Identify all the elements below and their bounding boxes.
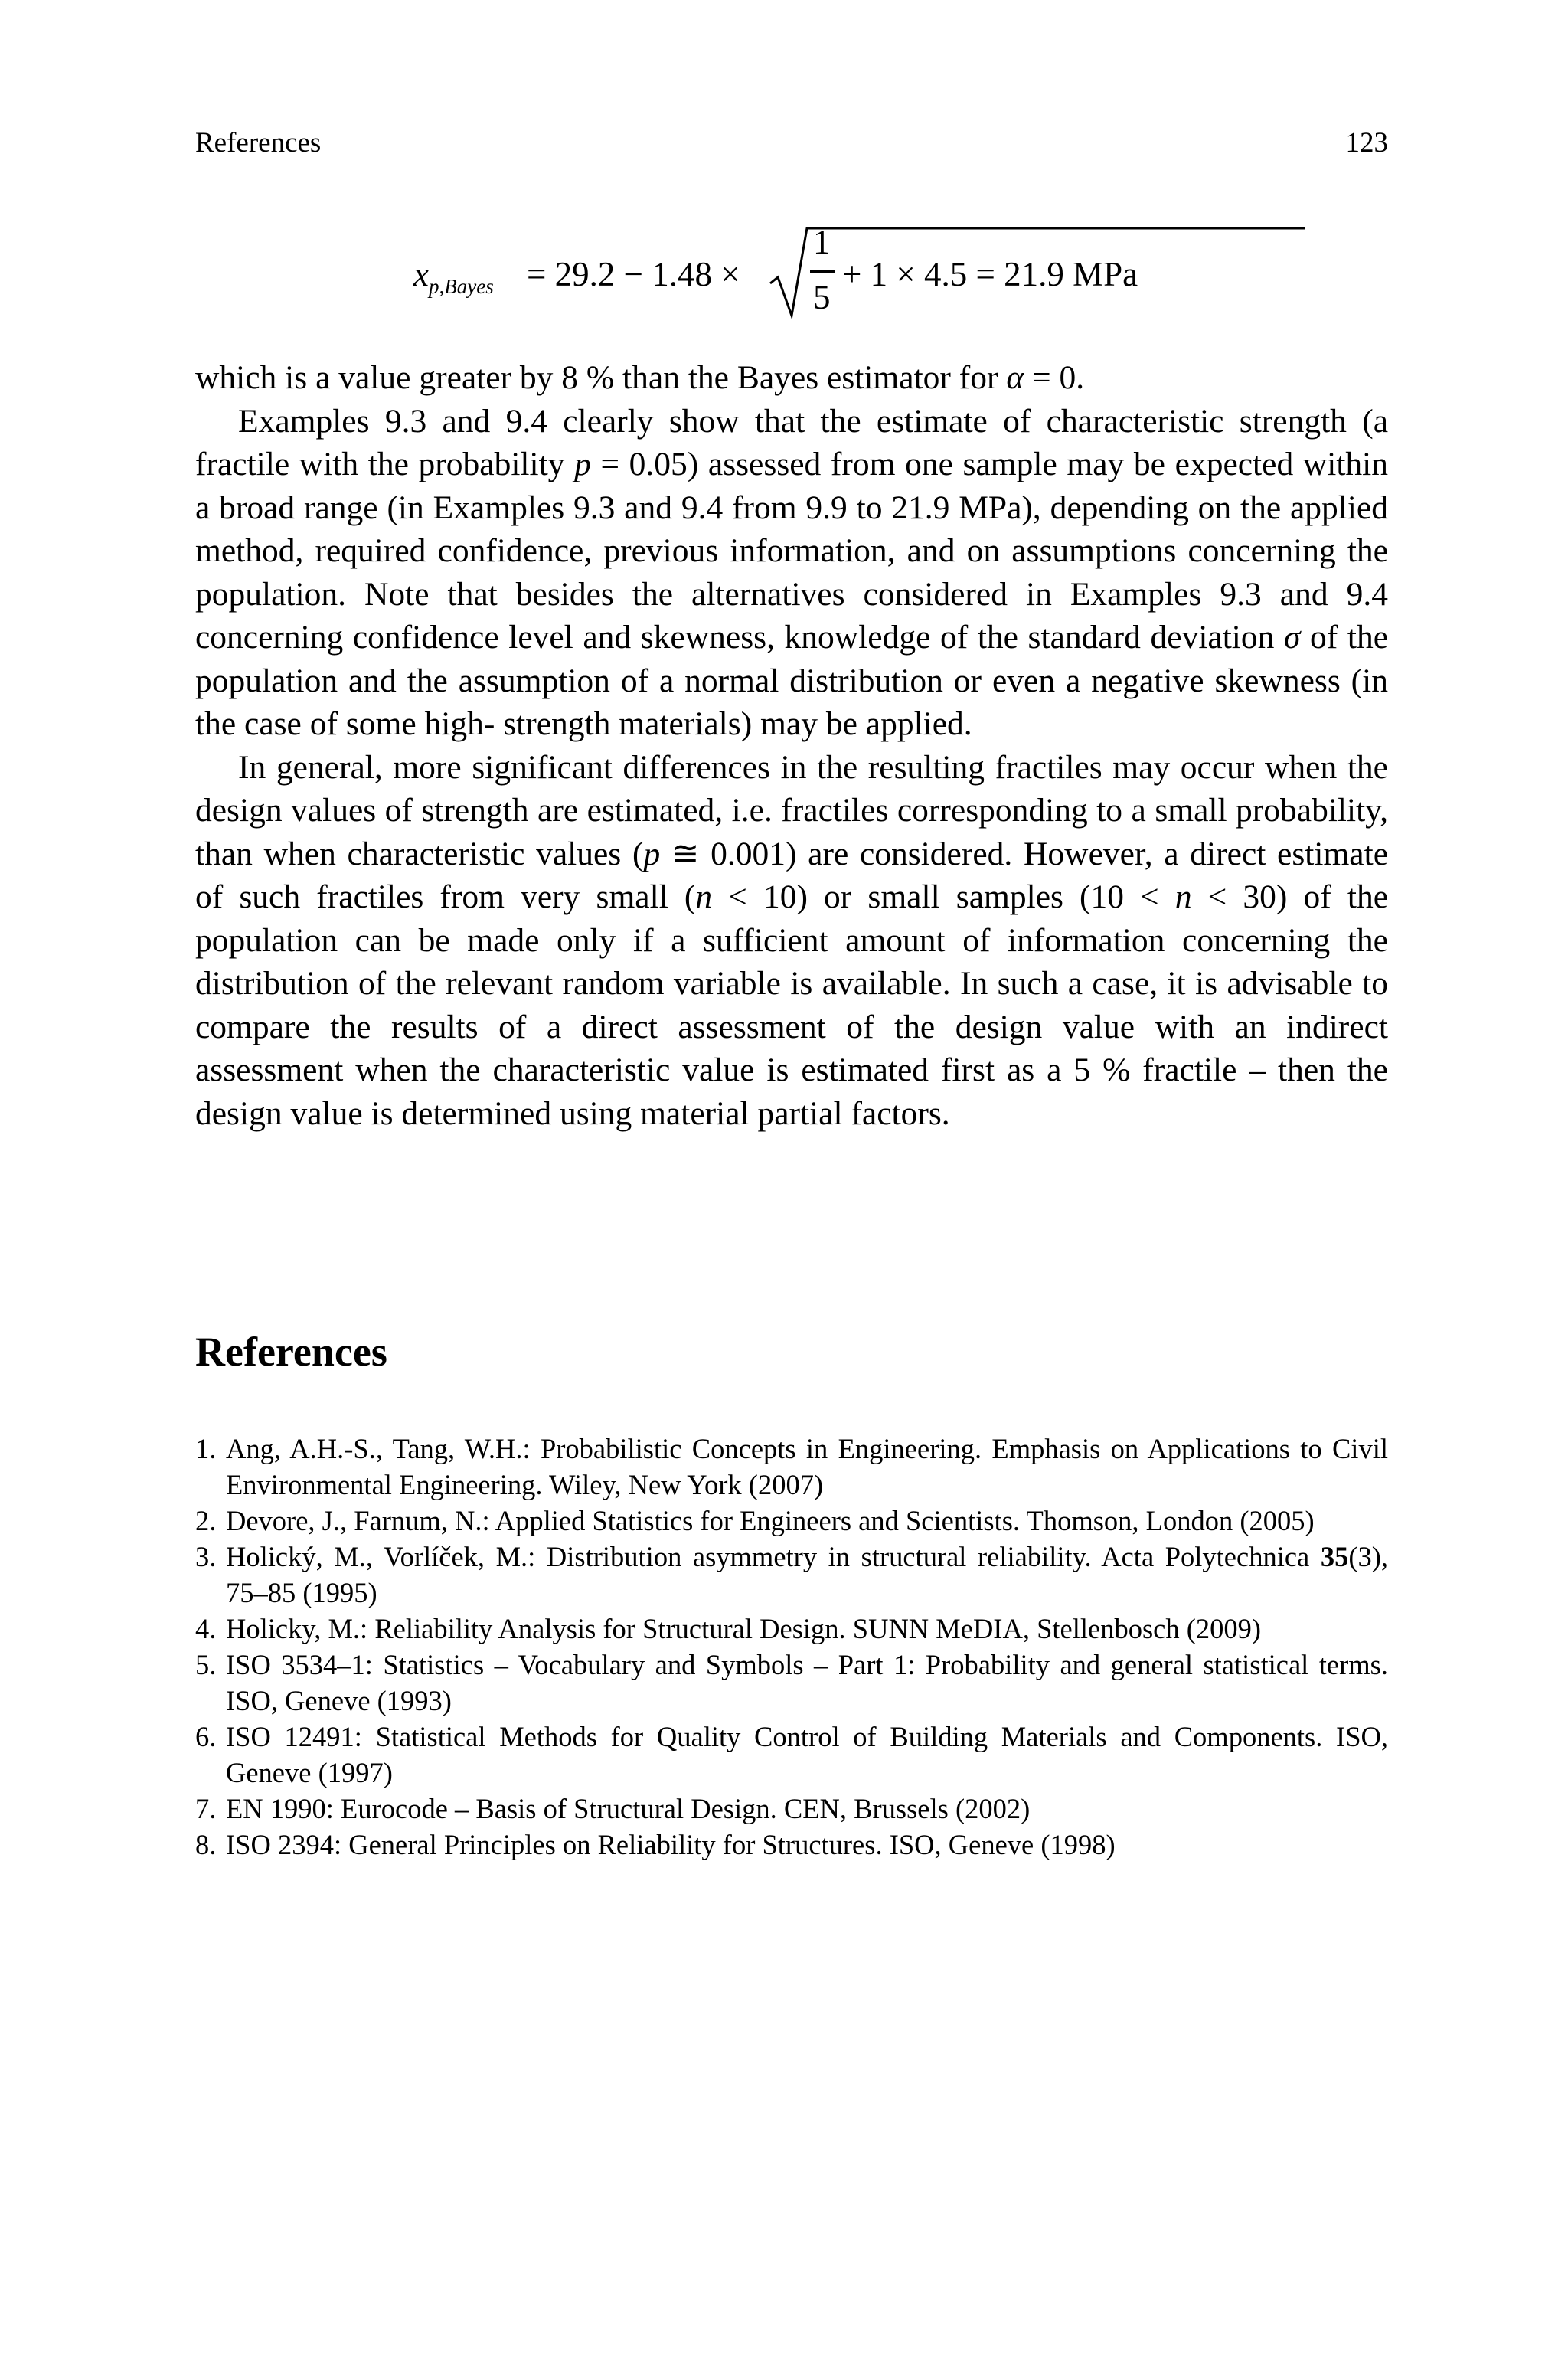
fraction-bar (810, 270, 835, 273)
reference-number: 1. (195, 1433, 217, 1464)
reference-item (195, 1539, 1388, 1611)
header-section-title: References (195, 127, 322, 159)
paragraph-text: ≅ 0.001) are considered. However, a direct estimate of such fractiles from very small ( (195, 835, 1388, 915)
reference-text: ISO 2394: General Principles on Reliability for Structures. ISO, Geneve (1998) (226, 1829, 1116, 1860)
reference-text: EN 1990: Eurocode – Basis of Structural Design. CEN, Brussels (2002) (226, 1793, 1031, 1824)
math-variable: n (695, 878, 713, 915)
math-variable: p (643, 835, 661, 872)
paragraph (195, 356, 1388, 400)
bayes-equation (413, 222, 1225, 322)
reference-item (195, 1719, 1388, 1791)
running-header (195, 124, 1388, 162)
equation-lhs-subscript: p,Bayes (428, 275, 494, 298)
paragraph-text: of the population and the assumption of a normal distribution or even a negative skewness (in the case of some high- strength materials) may be applied. (195, 619, 1388, 742)
reference-item (195, 1647, 1388, 1719)
paragraph-text: = 0.05) assessed from one sample may be expected within a broad range (in Examples 9.3 and 9.4 from 9.9 to 21.9 MPa), depending on the applied method, required confidence, previous information, and on assumptions concerning the population. Note that besides the alternatives considered in Examples 9.3 and 9.4 concerning confidence level and skewness, knowledge of the standard deviation (195, 446, 1389, 656)
reference-item (195, 1827, 1388, 1863)
paragraph-text: Examples 9.3 and 9.4 clearly show that the estimate of characteristic strength (a fractile with the probability (195, 402, 1388, 482)
reference-number: 2. (195, 1505, 217, 1536)
reference-item (195, 1431, 1388, 1503)
references-list (195, 1431, 1388, 1863)
fraction-numerator: 1 (813, 223, 831, 261)
reference-text: (3), 75–85 (1995) (226, 1541, 1388, 1608)
reference-item (195, 1503, 1388, 1539)
reference-text: ISO 3534–1: Statistics – Vocabulary and Symbols – Part 1: Probability and general statistical terms. ISO, Geneve (1993) (226, 1649, 1388, 1716)
reference-number: 6. (195, 1721, 217, 1752)
fraction-denominator: 5 (813, 278, 831, 316)
paragraph (195, 746, 1388, 1136)
reference-number: 8. (195, 1829, 217, 1860)
equation-part-1: = 29.2 − 1.48 × (527, 255, 740, 293)
paragraph-text: < 10) or small samples (10 < (712, 878, 1175, 915)
paragraph (195, 400, 1388, 746)
references-heading: References (195, 1329, 387, 1375)
reference-text: ISO 12491: Statistical Methods for Quality Control of Building Materials and Components. ISO, Geneve (1997) (226, 1721, 1388, 1788)
reference-number: 5. (195, 1649, 217, 1680)
paragraph-text: < 30) of the population can be made only if a sufficient amount of information concerning the distribution of the relevant random variable is available. In such a case, it is advisable to compare the results of a direct assessment of the design value with an indirect assessment when the characteristic value is estimated first as a 5 % fractile – then the design value is determined using material partial factors. (195, 878, 1388, 1132)
reference-text: Ang, A.H.-S., Tang, W.H.: Probabilistic Concepts in Engineering. Emphasis on Applications to Civil Environmental Engineering. Wiley, New York (2007) (226, 1433, 1388, 1500)
math-variable: α (1006, 359, 1024, 396)
reference-number: 4. (195, 1613, 217, 1644)
reference-text: Holický, M., Vorlíček, M.: Distribution asymmetry in structural reliability. Acta Polytechnica (226, 1541, 1321, 1572)
reference-volume: 35 (1320, 1541, 1349, 1572)
math-variable: p (574, 446, 591, 482)
reference-item (195, 1791, 1388, 1827)
paragraph-text: = 0. (1024, 359, 1085, 396)
page-number: 123 (1345, 127, 1388, 159)
paragraph-text: which is a value greater by 8 % than the Bayes estimator for (195, 359, 1007, 396)
reference-text: Devore, J., Farnum, N.: Applied Statistics for Engineers and Scientists. Thomson, London (2005) (226, 1505, 1315, 1536)
reference-number: 3. (195, 1541, 217, 1572)
reference-item (195, 1611, 1388, 1647)
math-variable: n (1174, 878, 1192, 915)
equation-part-2: + 1 × 4.5 = 21.9 MPa (842, 255, 1138, 293)
equation-lhs-variable: x (413, 255, 429, 293)
reference-number: 7. (195, 1793, 217, 1824)
reference-text: Holicky, M.: Reliability Analysis for Structural Design. SUNN MeDIA, Stellenbosch (2009) (226, 1613, 1262, 1644)
paragraph-text: In general, more significant differences in the resulting fractiles may occur when the design values of strength are estimated, i.e. fractiles corresponding to a small probability, than when characteristic values ( (195, 748, 1388, 872)
math-variable: σ (1283, 619, 1301, 656)
equation-lhs (413, 254, 494, 299)
body-text (195, 356, 1388, 1135)
